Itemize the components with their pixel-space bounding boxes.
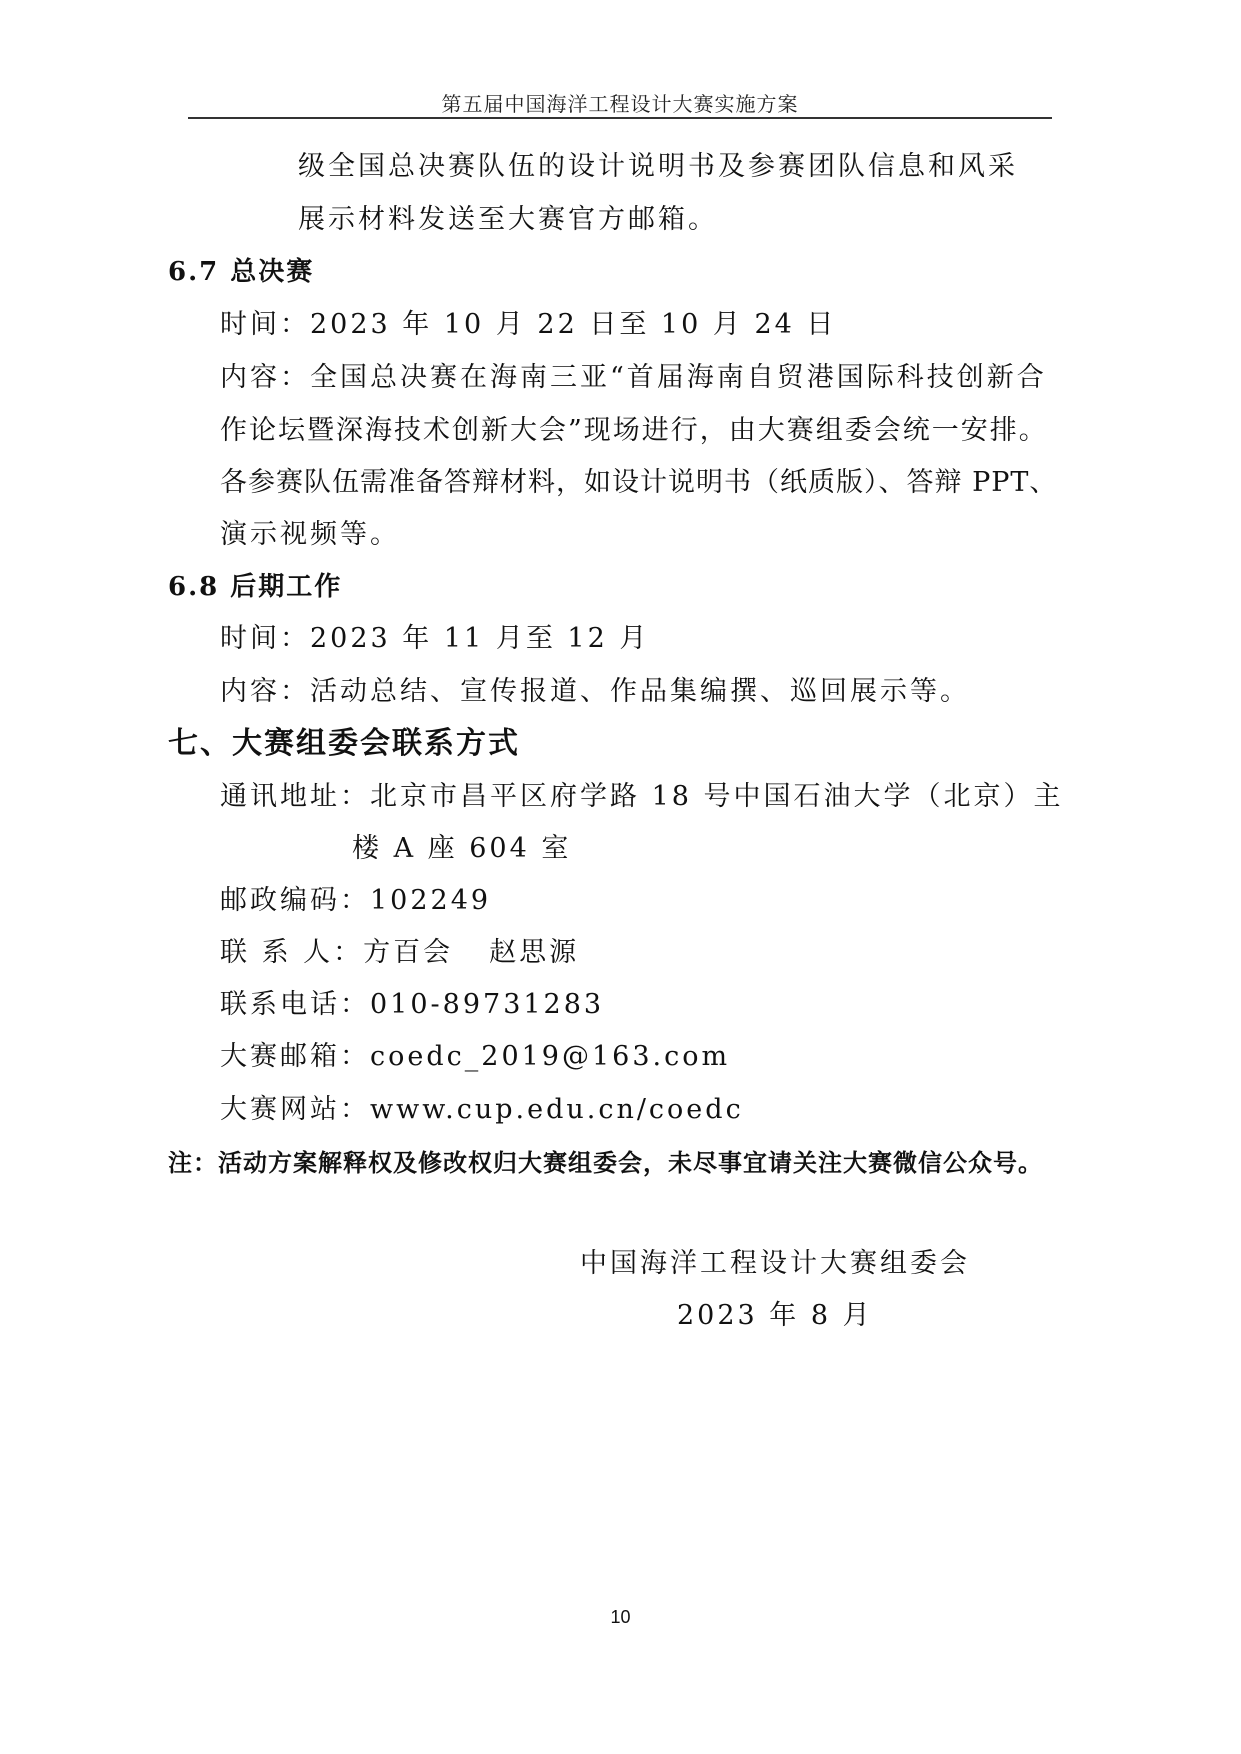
contact-address-line-1: 通讯地址：北京市昌平区府学路 18 号中国石油大学（北京）主 [220,781,1064,812]
running-header-title: 第五届中国海洋工程设计大赛实施方案 [441,92,799,116]
header-divider [188,117,1052,119]
continuation-line-1: 级全国总决赛队伍的设计说明书及参赛团队信息和风采 [298,151,1018,182]
contact-person-second: 赵思源 [489,937,580,968]
section-6-8-heading: 6.8 后期工作 [168,572,343,602]
section-6-7-time: 时间：2023 年 10 月 22 日至 10 月 24 日 [220,309,837,340]
section-6-8-content: 内容：活动总结、宣传报道、作品集编撰、巡回展示等。 [220,676,970,707]
signature-organization: 中国海洋工程设计大赛组委会 [580,1248,970,1279]
footnote: 注：活动方案解释权及修改权归大赛组委会，未尽事宜请关注大赛微信公众号。 [168,1148,1043,1177]
signature-date: 2023 年 8 月 [677,1300,873,1331]
page-number: 10 [610,1607,631,1627]
section-6-7-content-line-1: 内容：全国总决赛在海南三亚“首届海南自贸港国际科技创新合 [220,362,1047,393]
contact-email: 大赛邮箱：coedc_2019@163.com [220,1041,731,1072]
contact-postcode: 邮政编码：102249 [220,885,492,916]
continuation-line-2: 展示材料发送至大赛官方邮箱。 [298,204,718,235]
contact-website: 大赛网站：www.cup.edu.cn/coedc [220,1094,744,1125]
section-6-7-content-line-3: 各参赛队伍需准备答辩材料，如设计说明书（纸质版）、答辩 PPT、 [220,467,1058,498]
section-6-7-heading: 6.7 总决赛 [168,257,315,287]
section-6-7-content-line-4: 演示视频等。 [220,519,400,550]
section-7-heading: 七、大赛组委会联系方式 [168,726,520,761]
contact-person [220,936,579,970]
contact-person-first: 联 系 人：方百会 [220,937,454,968]
contact-phone: 联系电话：010-89731283 [220,989,605,1020]
section-6-7-content-line-2: 作论坛暨深海技术创新大会”现场进行，由大赛组委会统一安排。 [220,415,1048,446]
section-6-8-time: 时间：2023 年 11 月至 12 月 [220,623,650,654]
contact-address-line-2: 楼 A 座 604 室 [352,833,572,864]
